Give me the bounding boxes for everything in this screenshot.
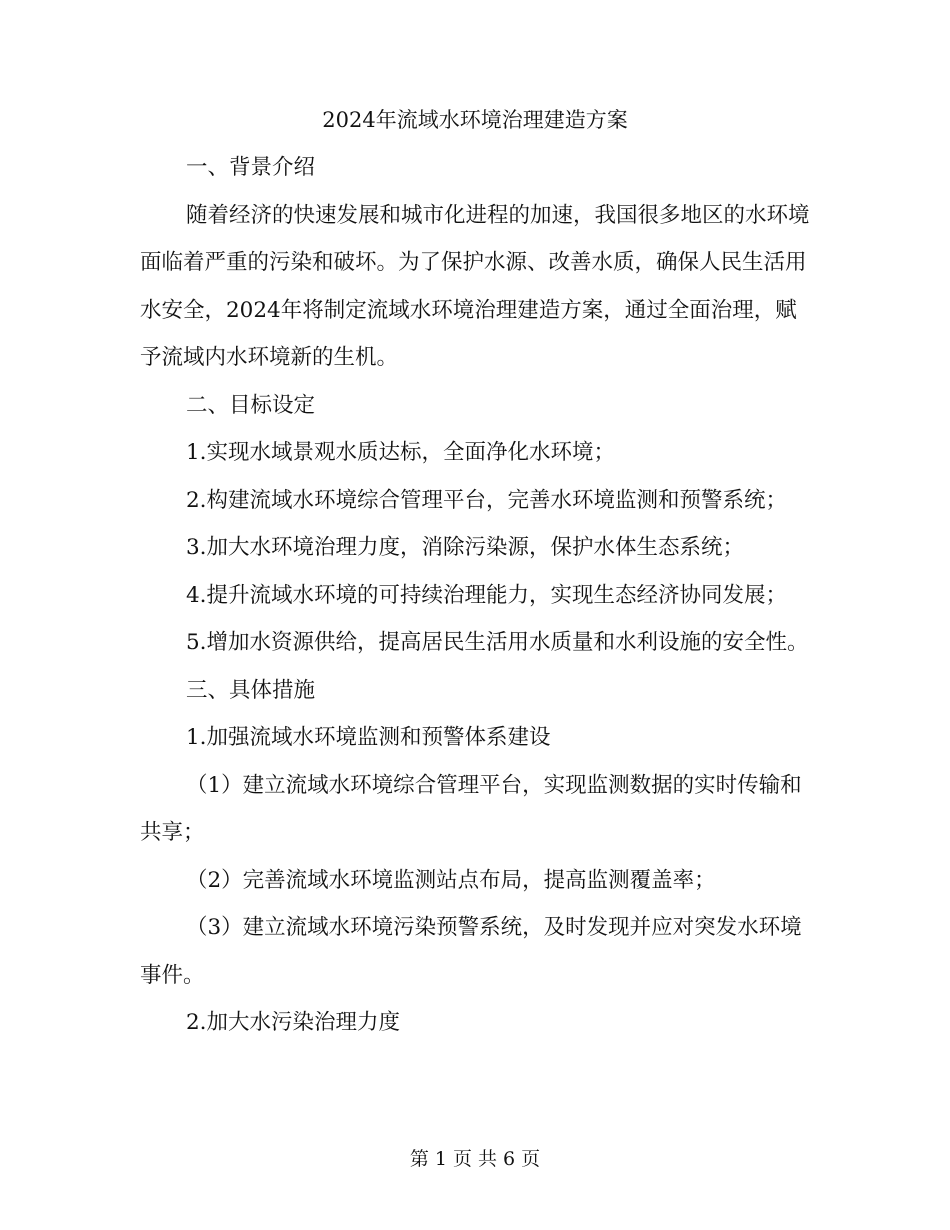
measure-1-sub-3: （3）建立流域水环境污染预警系统，及时发现并应对突发水环境事件。 <box>140 915 802 988</box>
section-heading-goals: 二、目标设定 <box>186 392 316 418</box>
section-heading-measures: 三、具体措施 <box>186 677 316 703</box>
goal-item-1: 1.实现水域景观水质达标，全面净化水环境； <box>186 440 616 465</box>
document-body <box>140 144 812 1047</box>
measure-heading-2: 2.加大水污染治理力度 <box>186 1010 401 1035</box>
goal-item-4: 4.提升流域水环境的可持续治理能力，实现生态经济协同发展； <box>186 582 788 608</box>
measure-heading-1: 1.加强流域水环境监测和预警体系建设 <box>186 725 551 750</box>
measure-1-sub-2: （2）完善流域水环境监测站点布局，提高监测覆盖率； <box>186 867 716 893</box>
document-title: 2024年流域水环境治理建造方案 <box>322 108 628 132</box>
goal-item-5: 5.增加水资源供给，提高居民生活用水质量和水利设施的安全性。 <box>186 630 809 655</box>
background-paragraph: 随着经济的快速发展和城市化进程的加速，我国很多地区的水环境面临着严重的污染和破坏。为了保护水源、改善水质，确保人民生活用水安全，2024年将制定流域水环境治理建造方案，通过全面治理，赋予流域内水环境新的生机。 <box>140 202 810 370</box>
measure-1-sub-1: （1）建立流域水环境综合管理平台，实现监测数据的实时传输和共享； <box>140 772 802 845</box>
goal-item-3: 3.加大水环境治理力度，消除污染源，保护水体生态系统； <box>186 535 745 560</box>
page-footer: 第 1 页 共 6 页 <box>409 1148 541 1170</box>
goal-item-2: 2.构建流域水环境综合管理平台，完善水环境监测和预警系统； <box>186 487 788 513</box>
section-heading-background: 一、背景介绍 <box>186 155 316 180</box>
